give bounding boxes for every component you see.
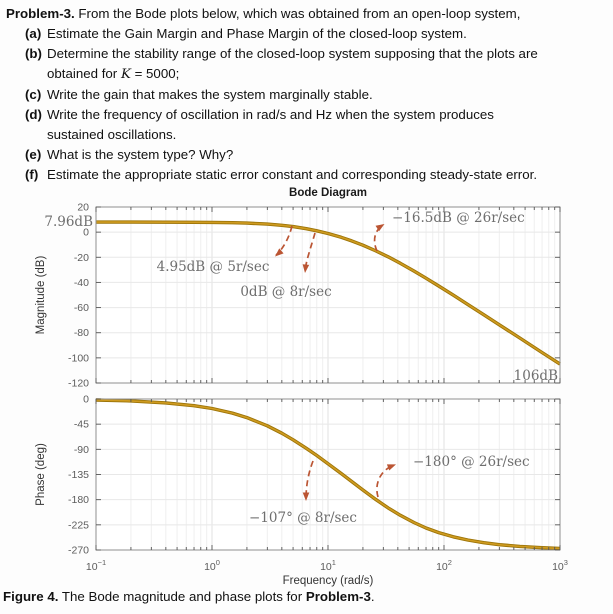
annotation-phase-1: −180° @ 26r/sec xyxy=(413,454,530,470)
chart-title: Bode Diagram xyxy=(289,187,367,199)
problem-title: Problem-3. xyxy=(6,6,75,21)
y-tick-label: -40 xyxy=(73,276,89,289)
y-tick-label: -270 xyxy=(67,544,89,557)
annotation-magnitude-1: 4.95dB @ 5r/sec xyxy=(156,259,270,275)
annotation-magnitude-2: 0dB @ 8r/sec xyxy=(240,284,332,300)
phase-plot xyxy=(35,394,560,557)
item-text: Write the gain that makes the system marginally stable. xyxy=(47,87,373,102)
x-tick-label: $10^3$ xyxy=(552,558,568,573)
y-tick-label: -135 xyxy=(67,469,89,481)
x-tick-label: $10^2$ xyxy=(436,558,452,573)
item-text: What is the system type? Why? xyxy=(47,147,234,162)
y-tick-label: -60 xyxy=(73,302,89,315)
y-tick-label: -120 xyxy=(67,377,89,390)
annotation-magnitude-4: 106dB xyxy=(513,368,558,384)
item-b-line2-post: = 5000; xyxy=(130,66,180,81)
item-b-line1: Determine the stability range of the closed-loop system supposing that the plots are xyxy=(47,46,538,61)
item-label: (a) xyxy=(25,26,42,41)
x-tick-label: $10^0$ xyxy=(204,558,220,573)
y-tick-label: -20 xyxy=(73,251,89,264)
caption-text: The Bode magnitude and phase plots for xyxy=(58,589,306,604)
item-label: (c) xyxy=(25,87,42,102)
math-variable-k: K xyxy=(120,67,131,82)
annotation-phase-0: −107° @ 8r/sec xyxy=(249,510,357,526)
item-label: (b) xyxy=(25,46,42,61)
y-tick-label: -180 xyxy=(67,494,89,507)
x-tick-label: $10^1$ xyxy=(320,558,336,573)
y-tick-label: -100 xyxy=(67,352,89,365)
figure-caption xyxy=(3,588,375,605)
item-d-line2: sustained oscillations. xyxy=(47,127,177,142)
item-label: (e) xyxy=(25,147,42,162)
y-tick-label: -90 xyxy=(73,443,89,456)
item-label: (d) xyxy=(25,107,42,122)
item-d-line1: Write the frequency of oscillation in rad/s and Hz when the system produces xyxy=(47,107,494,122)
item-text: Estimate the appropriate static error constant and corresponding steady-state error. xyxy=(47,167,538,182)
phase-axis-label: Phase (deg) xyxy=(35,443,47,506)
annotation-magnitude-3: −16.5dB @ 26r/sec xyxy=(392,210,525,226)
item-b-line2-pre: obtained for xyxy=(47,66,121,81)
item-text: Estimate the Gain Margin and Phase Margin of the closed-loop system. xyxy=(47,26,467,41)
y-tick-label: -225 xyxy=(67,519,89,532)
y-tick-label: 0 xyxy=(83,393,89,406)
problem-intro-text: From the Bode plots below, which was obtained from an open-loop system, xyxy=(74,6,521,21)
y-tick-label: 0 xyxy=(83,226,89,239)
x-tick-label: $10^{-1}$ xyxy=(85,558,107,573)
caption-suffix: . xyxy=(370,589,375,604)
x-axis-label: Frequency (rad/s) xyxy=(282,575,374,587)
caption-problem-ref: Problem-3 xyxy=(305,589,371,604)
caption-label: Figure 4. xyxy=(3,589,59,604)
y-tick-label: 20 xyxy=(77,201,89,214)
magnitude-plot xyxy=(35,202,560,390)
magnitude-axis-label: Magnitude (dB) xyxy=(35,255,47,335)
annotation-magnitude-0: 7.96dB xyxy=(44,214,93,230)
y-tick-label: -80 xyxy=(73,327,89,340)
item-label: (f) xyxy=(25,167,39,182)
y-tick-label: -45 xyxy=(73,418,89,431)
